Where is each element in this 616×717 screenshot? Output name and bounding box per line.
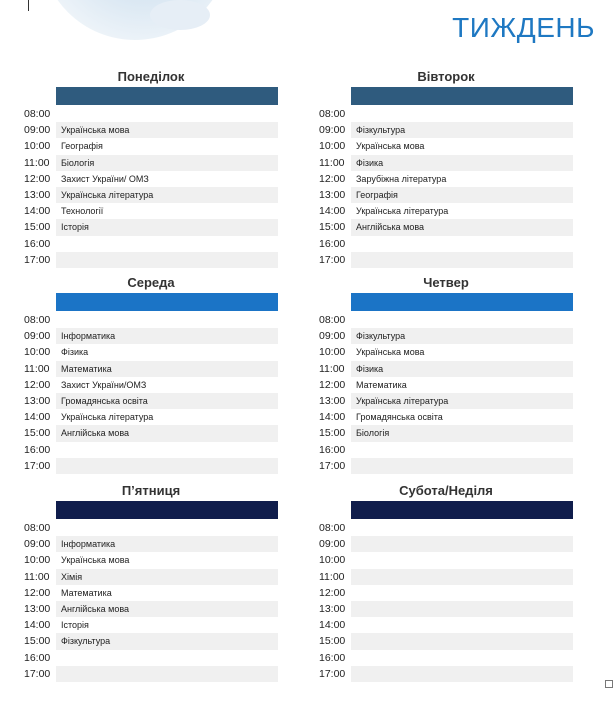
- subject-cell[interactable]: Українська мова: [56, 122, 278, 138]
- day-color-bar: [56, 87, 278, 105]
- subject-cell[interactable]: [351, 601, 573, 617]
- schedule-row: [24, 377, 278, 393]
- schedule-row: [24, 585, 278, 601]
- time-label: 14:00: [319, 205, 346, 218]
- time-label: 08:00: [24, 314, 51, 326]
- time-label: 10:00: [24, 554, 51, 567]
- subject-cell[interactable]: [351, 252, 573, 268]
- schedule-list: [319, 312, 573, 474]
- subject-cell[interactable]: [351, 650, 573, 666]
- schedule-row: [24, 409, 278, 425]
- schedule-row: [24, 458, 278, 474]
- time-label: 11:00: [319, 362, 345, 375]
- subject-cell[interactable]: Громадянська освіта: [356, 412, 443, 423]
- time-label: 10:00: [24, 346, 51, 359]
- time-label: 14:00: [24, 205, 51, 218]
- subject-cell[interactable]: Англійська мова: [56, 425, 278, 441]
- time-label: 12:00: [319, 586, 346, 599]
- time-label: 12:00: [319, 172, 346, 185]
- subject-cell[interactable]: Фізкультура: [56, 633, 278, 649]
- time-label: 12:00: [24, 378, 51, 391]
- schedule-row: [319, 569, 573, 585]
- time-label: 09:00: [319, 538, 346, 551]
- schedule-row: [319, 187, 573, 203]
- time-label: 13:00: [319, 188, 346, 201]
- subject-cell[interactable]: Географія: [61, 141, 103, 152]
- time-label: 15:00: [319, 635, 346, 648]
- subject-cell[interactable]: Захист України/ОМЗ: [61, 379, 147, 390]
- schedule-row: [319, 361, 573, 377]
- time-label: 14:00: [319, 619, 346, 632]
- schedule-row: [24, 393, 278, 409]
- day-title: Четвер: [423, 275, 469, 290]
- schedule-row: [319, 585, 573, 601]
- time-label: 16:00: [319, 443, 346, 456]
- subject-cell[interactable]: Англійська мова: [351, 219, 573, 235]
- subject-cell[interactable]: Українська мова: [356, 347, 425, 358]
- subject-cell[interactable]: Географія: [351, 187, 573, 203]
- subject-cell[interactable]: Українська мова: [61, 555, 130, 566]
- subject-cell[interactable]: Інформатика: [56, 328, 278, 344]
- subject-cell[interactable]: Біологія: [56, 155, 278, 171]
- text-cursor: [28, 0, 29, 11]
- schedule-row: [24, 138, 278, 154]
- schedule-row: [319, 633, 573, 649]
- schedule-row: [319, 219, 573, 235]
- schedule-row: [319, 650, 573, 666]
- day-monday: [24, 67, 278, 268]
- schedule-row: [24, 425, 278, 441]
- subject-cell[interactable]: [56, 106, 278, 122]
- subject-cell[interactable]: Зарубіжна література: [356, 173, 447, 184]
- day-title: Вівторок: [417, 69, 475, 84]
- schedule-list: [24, 520, 278, 682]
- schedule-row: [319, 425, 573, 441]
- time-label: 11:00: [319, 570, 345, 583]
- subject-cell[interactable]: [351, 552, 573, 568]
- schedule-row: [24, 236, 278, 252]
- time-label: 12:00: [24, 172, 51, 185]
- subject-cell[interactable]: Захист України/ ОМЗ: [61, 173, 149, 184]
- schedule-row: [319, 155, 573, 171]
- subject-cell[interactable]: [351, 442, 573, 458]
- time-label: 09:00: [319, 124, 346, 137]
- subject-cell[interactable]: [351, 520, 573, 536]
- subject-cell[interactable]: [351, 236, 573, 252]
- schedule-row: [319, 203, 573, 219]
- time-label: 08:00: [24, 522, 51, 534]
- time-label: 08:00: [319, 108, 346, 120]
- subject-cell[interactable]: [351, 617, 573, 633]
- schedule-row: [24, 361, 278, 377]
- day-color-bar: [351, 501, 573, 519]
- time-label: 12:00: [24, 586, 51, 599]
- page-title: ТИЖДЕНЬ: [452, 12, 595, 43]
- subject-cell[interactable]: Інформатика: [56, 536, 278, 552]
- time-label: 17:00: [24, 667, 51, 680]
- schedule-row: [24, 617, 278, 633]
- day-weekend: [319, 481, 573, 682]
- schedule-row: [319, 552, 573, 568]
- subject-cell[interactable]: [351, 536, 573, 552]
- time-label: 10:00: [319, 554, 346, 567]
- schedule-row: [319, 520, 573, 536]
- day-title: Середа: [127, 275, 175, 290]
- time-label: 10:00: [319, 140, 346, 153]
- subject-cell[interactable]: Історія: [61, 620, 89, 631]
- subject-cell[interactable]: Англійська мова: [56, 601, 278, 617]
- schedule-list: [319, 520, 573, 682]
- time-label: 11:00: [24, 570, 50, 583]
- schedule-row: [24, 203, 278, 219]
- schedule-row: [24, 171, 278, 187]
- subject-cell[interactable]: Фізика: [351, 361, 573, 377]
- subject-cell[interactable]: Фізкультура: [351, 122, 573, 138]
- resize-handle[interactable]: [605, 680, 613, 688]
- time-label: 11:00: [24, 156, 50, 169]
- schedule-row: [24, 328, 278, 344]
- schedule-row: [319, 252, 573, 268]
- subject-cell[interactable]: [56, 312, 278, 328]
- time-label: 12:00: [319, 378, 346, 391]
- schedule-row: [24, 187, 278, 203]
- time-label: 14:00: [24, 411, 51, 424]
- schedule-row: [24, 536, 278, 552]
- subject-cell[interactable]: [351, 569, 573, 585]
- time-label: 17:00: [24, 459, 51, 472]
- time-label: 15:00: [319, 427, 346, 440]
- day-tuesday: [319, 67, 573, 268]
- day-color-bar: [351, 87, 573, 105]
- time-label: 09:00: [24, 124, 51, 137]
- day-color-bar: [56, 501, 278, 519]
- time-label: 14:00: [24, 619, 51, 632]
- subject-cell[interactable]: Фізкультура: [351, 328, 573, 344]
- schedule-row: [319, 393, 573, 409]
- schedule-row: [24, 650, 278, 666]
- time-label: 15:00: [24, 427, 51, 440]
- day-title: Понеділок: [117, 69, 185, 84]
- subject-cell[interactable]: Історія: [56, 219, 278, 235]
- schedule-row: [24, 552, 278, 568]
- subject-cell[interactable]: [56, 520, 278, 536]
- schedule-row: [319, 236, 573, 252]
- subject-cell[interactable]: Біологія: [351, 425, 573, 441]
- schedule-row: [24, 666, 278, 682]
- schedule-row: [319, 138, 573, 154]
- schedule-row: [24, 344, 278, 360]
- time-label: 11:00: [24, 362, 50, 375]
- schedule-row: [319, 344, 573, 360]
- schedule-row: [24, 219, 278, 235]
- schedule-row: [24, 520, 278, 536]
- day-color-bar: [56, 293, 278, 311]
- schedule-row: [24, 155, 278, 171]
- subject-cell[interactable]: [351, 666, 573, 682]
- time-label: 09:00: [319, 330, 346, 343]
- schedule-row: [319, 666, 573, 682]
- subject-cell[interactable]: [56, 650, 278, 666]
- subject-cell[interactable]: [351, 106, 573, 122]
- time-label: 10:00: [24, 140, 51, 153]
- schedule-row: [24, 633, 278, 649]
- schedule-row: [319, 601, 573, 617]
- time-label: 16:00: [24, 651, 51, 664]
- time-label: 17:00: [319, 253, 346, 266]
- schedule-list: [24, 312, 278, 474]
- subject-cell[interactable]: Українська література: [356, 206, 449, 217]
- time-label: 16:00: [24, 237, 51, 250]
- schedule-row: [319, 106, 573, 122]
- subject-cell[interactable]: [56, 442, 278, 458]
- time-label: 13:00: [24, 602, 51, 615]
- subject-cell[interactable]: Українська мова: [356, 141, 425, 152]
- schedule-row: [319, 377, 573, 393]
- schedule-row: [319, 458, 573, 474]
- schedule-row: [24, 569, 278, 585]
- time-label: 16:00: [319, 651, 346, 664]
- subject-cell[interactable]: [56, 458, 278, 474]
- subject-cell[interactable]: [351, 458, 573, 474]
- schedule-row: [319, 442, 573, 458]
- day-friday: [24, 481, 278, 682]
- time-label: 15:00: [319, 221, 346, 234]
- subject-cell[interactable]: [351, 585, 573, 601]
- time-label: 13:00: [319, 602, 346, 615]
- time-label: 08:00: [319, 314, 346, 326]
- schedule-row: [24, 252, 278, 268]
- subject-cell[interactable]: Математика: [56, 361, 278, 377]
- subject-cell[interactable]: Українська література: [351, 393, 573, 409]
- subject-cell[interactable]: [351, 633, 573, 649]
- day-wednesday: [24, 273, 278, 474]
- schedule-row: [319, 409, 573, 425]
- schedule-row: [319, 617, 573, 633]
- subject-cell[interactable]: Українська література: [61, 412, 154, 423]
- time-label: 08:00: [24, 108, 51, 120]
- day-title: П’ятниця: [121, 483, 181, 498]
- subject-cell[interactable]: Математика: [356, 379, 407, 390]
- time-label: 10:00: [319, 346, 346, 359]
- schedule-row: [24, 106, 278, 122]
- day-thursday: [319, 273, 573, 474]
- schedule-row: [319, 171, 573, 187]
- schedule-row: [319, 122, 573, 138]
- schedule-list: [24, 106, 278, 268]
- time-label: 17:00: [319, 459, 346, 472]
- time-label: 13:00: [24, 188, 51, 201]
- subject-cell[interactable]: [56, 252, 278, 268]
- time-label: 11:00: [319, 156, 345, 169]
- schedule-row: [319, 328, 573, 344]
- time-label: 14:00: [319, 411, 346, 424]
- subject-cell[interactable]: Фізика: [61, 347, 89, 358]
- subject-cell[interactable]: Українська література: [56, 187, 278, 203]
- time-label: 17:00: [24, 253, 51, 266]
- schedule-list: [319, 106, 573, 268]
- time-label: 17:00: [319, 667, 346, 680]
- schedule-row: [319, 312, 573, 328]
- time-label: 09:00: [24, 330, 51, 343]
- time-label: 16:00: [24, 443, 51, 456]
- day-color-bar: [351, 293, 573, 311]
- subject-cell[interactable]: Громадянська освіта: [56, 393, 278, 409]
- schedule-row: [319, 536, 573, 552]
- day-title: Субота/Неділя: [399, 483, 493, 498]
- subject-cell[interactable]: Математика: [61, 587, 112, 598]
- subject-cell[interactable]: Технології: [61, 206, 104, 217]
- time-label: 13:00: [319, 394, 346, 407]
- schedule-row: [24, 442, 278, 458]
- subject-cell[interactable]: Хімія: [56, 569, 278, 585]
- subject-cell[interactable]: [56, 666, 278, 682]
- time-label: 09:00: [24, 538, 51, 551]
- schedule-row: [24, 122, 278, 138]
- time-label: 15:00: [24, 635, 51, 648]
- subject-cell[interactable]: [351, 312, 573, 328]
- schedule-row: [24, 601, 278, 617]
- time-label: 15:00: [24, 221, 51, 234]
- time-label: 08:00: [319, 522, 346, 534]
- schedule-row: [24, 312, 278, 328]
- subject-cell[interactable]: Фізика: [351, 155, 573, 171]
- time-label: 13:00: [24, 394, 51, 407]
- time-label: 16:00: [319, 237, 346, 250]
- subject-cell[interactable]: [56, 236, 278, 252]
